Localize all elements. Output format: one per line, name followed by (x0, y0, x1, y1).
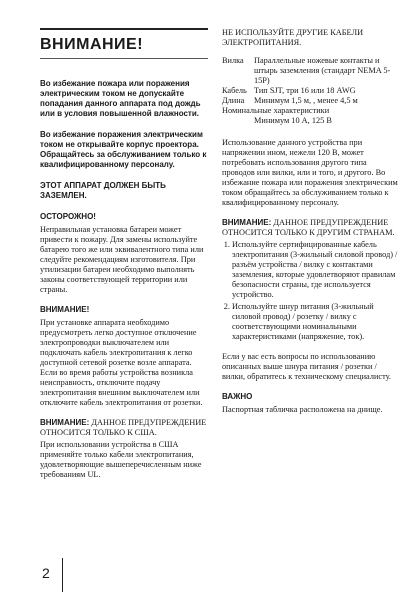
spec-plug-label: Вилка (222, 56, 244, 65)
other-countries-heading (222, 218, 400, 238)
usa-warning-heading (40, 418, 208, 438)
warning-open-case: Во избежание поражения электрическим током не открывайте корпус проектора. Обращайтесь за обслуживанием только к квалифицированному персоналу. (40, 130, 207, 169)
important-heading: ВАЖНО (222, 392, 253, 401)
cable-spec-table (222, 56, 400, 126)
list-item: 1. Используйте сертифицированные кабель электропитания (3-жильный силовой провод) / разъём устройства / вилку с контактами заземления, которые удовлетворяют правилам безопасности страны, где используется устройство. (232, 240, 400, 300)
spec-length-value: Минимум 1,5 м, , менее 4,5 м (254, 96, 358, 105)
spec-row-plug (222, 56, 400, 86)
no-other-cables: НЕ ИСПОЛЬЗУЙТЕ ДРУГИЕ КАБЕЛИ ЭЛЕКТРОПИТАНИЯ. (222, 28, 364, 47)
usa-heading-rest: ДАННОЕ ПРЕДУПРЕЖДЕНИЕ ОТНОСИТСЯ ТОЛЬКО К США. (40, 418, 207, 437)
spec-rating-value: Минимум 10 А, 125 В (254, 116, 332, 125)
questions-text: Если у вас есть вопросы по использованию описанных выше шнура питания / розетки / вилки, обратитесь к техническому специалисту. (222, 352, 391, 381)
voltage-text: Использование данного устройства при напряжении ином, нежели 120 В, может потребовать использования другого типа проводов или вилки, или и того, и другого. Во избежание пожара или поражения электрическим током обращайтесь за обслуживанием только к квалифицированному персоналу. (222, 138, 398, 207)
spec-length-label: Длина (222, 96, 245, 105)
other-heading-rest: ДАННОЕ ПРЕДУПРЕЖДЕНИЕ ОТНОСИТСЯ ТОЛЬКО К ДРУГИМ СТРАНАМ. (222, 218, 395, 237)
spec-cable-value: Тип SJT, три 16 или 18 AWG (254, 86, 356, 95)
important-text: Паспортная табличка расположена на днище. (222, 405, 383, 414)
caution-heading: ОСТОРОЖНО! (40, 212, 96, 221)
other-heading-bold: ВНИМАНИЕ: (222, 218, 272, 227)
caution-text: Неправильная установка батареи может привести к пожару. Для замены используйте батарею того же или эквивалентного типа или следуйте рекомендациям изготовителя. При утилизации батареи необходимо выполнять законы соответствующей территории или страны. (40, 225, 204, 294)
attention-text: При установке аппарата необходимо предусмотреть легко доступное отключение электропроводки выключателем или подключать кабель электропитания к легко доступной сетевой розетке возле аппарата. Если во время работы устройства возникла неисправность, отключите подачу электропитания внешним выключателем или отключите кабель электропитания от розетки. (40, 318, 203, 407)
spec-rating-label: Номинальные характеристики (222, 106, 330, 115)
list-item: 2. Используйте шнур питания (3-жильный силовой провод) / розетку / вилку с соответствующими номинальными характеристиками (напряжение, ток). (232, 302, 400, 342)
title-box (40, 28, 208, 59)
page-number-divider (62, 558, 63, 592)
page-title: ВНИМАНИЕ! (40, 36, 144, 53)
spec-plug-value: Параллельные ножевые контакты и штырь заземления (стандарт NEMA 5-15P) (254, 56, 391, 85)
right-column (222, 28, 400, 425)
attention-heading: ВНИМАНИЕ! (40, 305, 90, 314)
page-number: 2 (42, 565, 50, 581)
spec-cable-label: Кабель (222, 86, 247, 95)
ground-notice: ЭТОТ АППАРАТ ДОЛЖЕН БЫТЬ ЗАЗЕМЛЕН. (40, 181, 166, 200)
warning-moisture: Во избежание пожара или поражения электрическим током не допускайте попадания данного аппарата под дождь или в условия повышенной влажности. (40, 79, 201, 118)
left-column (40, 28, 208, 490)
usa-heading-bold: ВНИМАНИЕ: (40, 418, 90, 427)
usa-warning-text: При использовании устройства в США применяйте только кабели электропитания, удовлетворяющие вышеперечисленным ниже требованиям UL. (40, 440, 202, 479)
requirements-list (222, 240, 400, 342)
spec-row-cable (222, 86, 400, 96)
spec-row-length (222, 96, 400, 106)
